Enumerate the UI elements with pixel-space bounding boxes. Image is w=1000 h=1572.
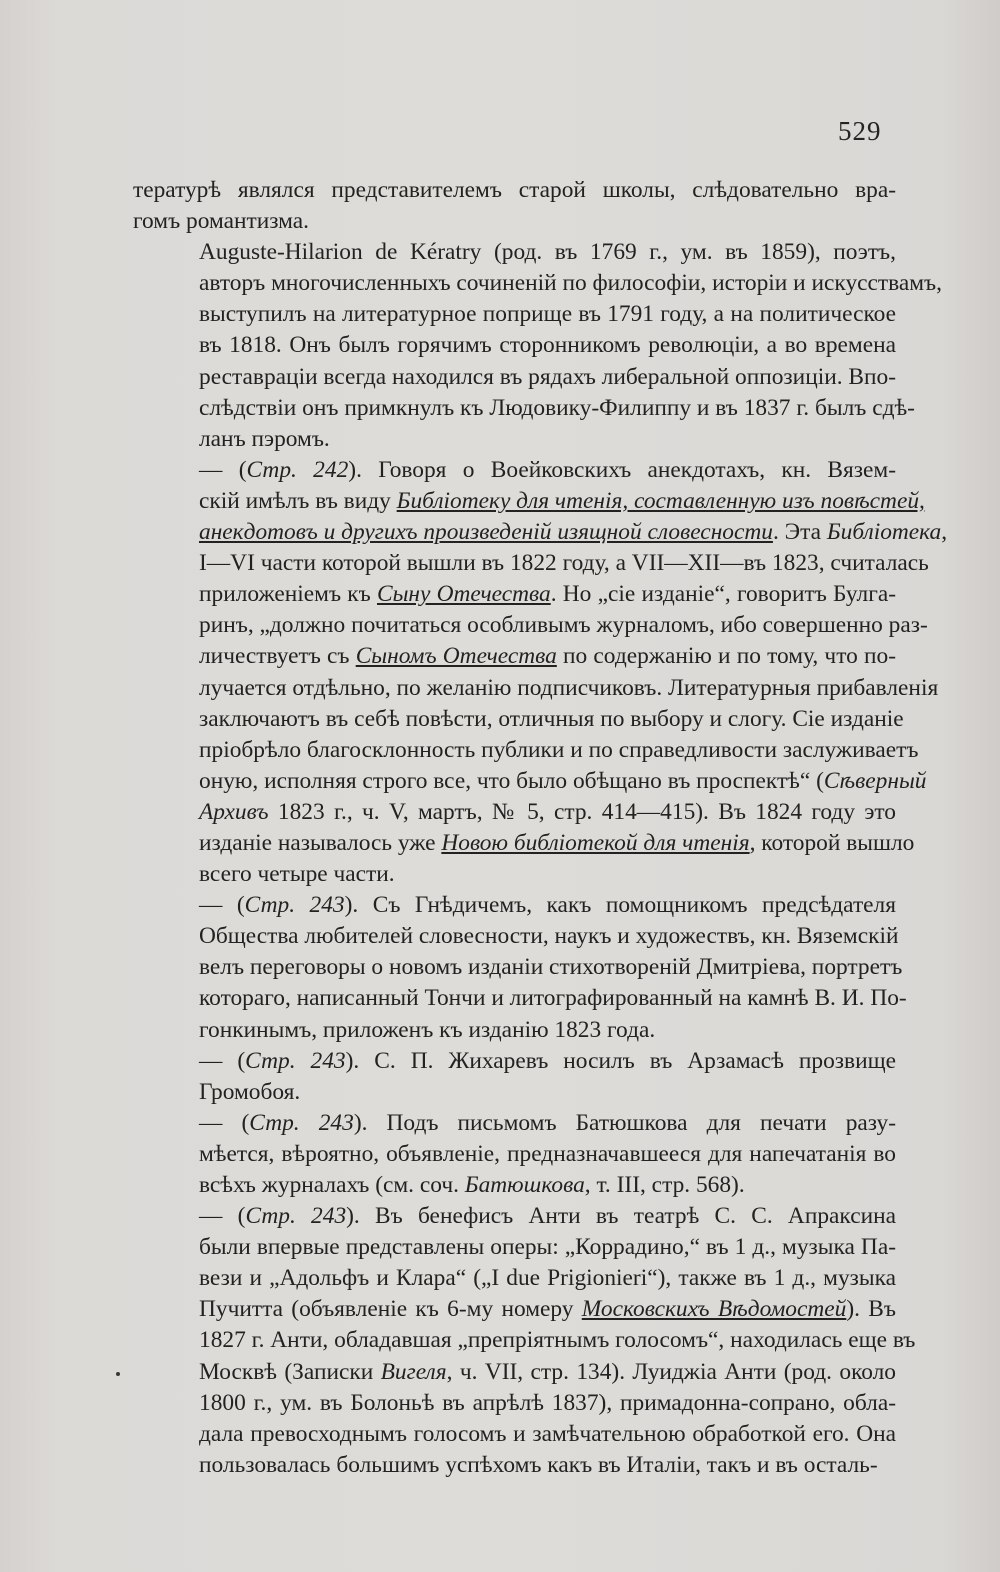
text-line: ланъ пэромъ.	[199, 425, 330, 452]
text-line: всего четыре части.	[199, 861, 395, 888]
body-text	[133, 175, 948, 1481]
paragraph	[133, 1108, 896, 1201]
text-line: изданіе называлось уже Новою библіотекой для чтенія, которой вышло	[199, 829, 915, 856]
text-line: всѣхъ журналахъ (см. соч. Батюшкова, т. III, стр. 568).	[199, 1172, 745, 1198]
text-line: слѣдствіи онъ примкнулъ къ Людовику-Филиппу и въ 1837 г. былъ сдѣ-	[199, 394, 915, 421]
text-line: дала превосходнымъ голосомъ и замѣчательною обработкой его. Она	[199, 1420, 896, 1447]
text-line: авторъ многочисленныхъ сочиненій по философіи, исторіи и искусствамъ,	[199, 270, 942, 297]
text-line: лучается отдѣльно, по желанію подписчиковъ. Литературныя прибавленія	[199, 674, 939, 701]
page-number: 529	[838, 116, 882, 146]
print-speck	[116, 1372, 120, 1376]
text-line: гонкинымъ, приложенъ къ изданію 1823 года.	[199, 1016, 656, 1043]
paragraph	[133, 1046, 896, 1108]
text-line: котораго, написанный Тончи и литографированный на камнѣ В. И. По-	[199, 985, 907, 1012]
text-line: — (Стр. 243). Подъ письмомъ Батюшкова для печати разу-	[199, 1109, 897, 1136]
text-line: выступилъ на литературное поприще въ 1791 году, а на политическое	[199, 301, 896, 328]
text-line: въ 1818. Онъ былъ горячимъ сторонникомъ революціи, а во времена	[199, 332, 896, 359]
text-line: скій имѣлъ въ виду Библіотеку для чтенія, составленную изъ повѣстей,	[199, 487, 925, 514]
text-line: I—VI части которой вышли въ 1822 году, а VII—XII—въ 1823, считалась	[199, 550, 929, 577]
text-line: заключаютъ въ себѣ повѣсти, отличныя по выбору и слогу. Сіе изданіе	[199, 705, 904, 732]
text-line: — (Стр. 243). С. П. Жихаревъ носилъ въ Арзамасѣ прозвище	[199, 1047, 896, 1074]
text-line: Громобоя.	[199, 1078, 301, 1105]
text-line: Пучитта (объявленіе къ 6-му номеру Московскихъ Вѣдомостей). Въ	[199, 1296, 896, 1323]
text-line: были впервые представлены оперы: „Коррадино,“ въ 1 д., музыка Па-	[199, 1234, 896, 1261]
text-line: пріобрѣло благосклонность публики и по справедливости заслуживаетъ	[199, 736, 919, 763]
text-line: — (Стр. 243). Въ бенефисъ Анти въ театрѣ С. С. Апраксина	[199, 1203, 896, 1230]
paragraph	[133, 455, 948, 890]
text-line: — (Стр. 242). Говоря о Воейковскихъ анекдотахъ, кн. Вязем-	[199, 456, 896, 483]
paragraph	[133, 175, 896, 237]
text-line: тературѣ являлся представителемъ старой школы, слѣдовательно вра-	[133, 177, 896, 203]
text-line: ринъ, „должно почитаться особливымъ журналомъ, ибо совершенно раз-	[199, 612, 928, 639]
text-line: оную, исполняя строго все, что было обѣщано въ проспектѣ“ (Сѣверный	[199, 767, 927, 794]
text-line: пользовалась большимъ успѣхомъ какъ въ Италіи, такъ и въ осталь-	[199, 1451, 878, 1478]
text-line: 1827 г. Анти, обладавшая „препріятнымъ голосомъ“, находилась еще въ	[199, 1327, 916, 1354]
text-line: гомъ романтизма.	[133, 208, 310, 235]
paragraph	[133, 237, 942, 455]
text-line: личествуетъ съ Сыномъ Отечества по содержанію и по тому, что по-	[199, 643, 896, 670]
text-line: Москвѣ (Записки Вигеля, ч. VII, стр. 134). Луиджіа Анти (род. около	[199, 1358, 897, 1385]
text-line: велъ переговоры о новомъ изданіи стихотвореній Дмитріева, портретъ	[199, 954, 903, 981]
text-line: анекдотовъ и другихъ произведеній изящной словесности. Эта Библіотека,	[199, 519, 948, 546]
text-line: — (Стр. 243). Съ Гнѣдичемъ, какъ помощникомъ предсѣдателя	[199, 892, 896, 919]
paragraph	[133, 890, 907, 1045]
text-line: приложеніемъ къ Сыну Отечества. Но „сіе изданіе“, говоритъ Булга-	[199, 581, 896, 608]
text-line: вези и „Адольфъ и Клара“ („I due Prigionieri“), также въ 1 д., музыка	[199, 1265, 896, 1292]
text-line: реставраціи всегда находился въ рядахъ либеральной оппозиціи. Впо-	[199, 363, 897, 390]
text-line: Общества любителей словесности, наукъ и художествъ, кн. Вяземскій	[199, 923, 899, 950]
text-line: Auguste-Hilarion de Kératry (род. въ 1769 г., ум. въ 1859), поэтъ,	[199, 239, 896, 266]
text-line: Архивъ 1823 г., ч. V, мартъ, № 5, стр. 414—415). Въ 1824 году это	[199, 798, 896, 825]
text-line: 1800 г., ум. въ Болоньѣ въ апрѣлѣ 1837), примадонна-сопрано, обла-	[199, 1389, 896, 1416]
text-line: мѣется, вѣроятно, объявленіе, предназначавшееся для напечатанія во	[199, 1140, 896, 1167]
paragraph	[133, 1201, 916, 1481]
